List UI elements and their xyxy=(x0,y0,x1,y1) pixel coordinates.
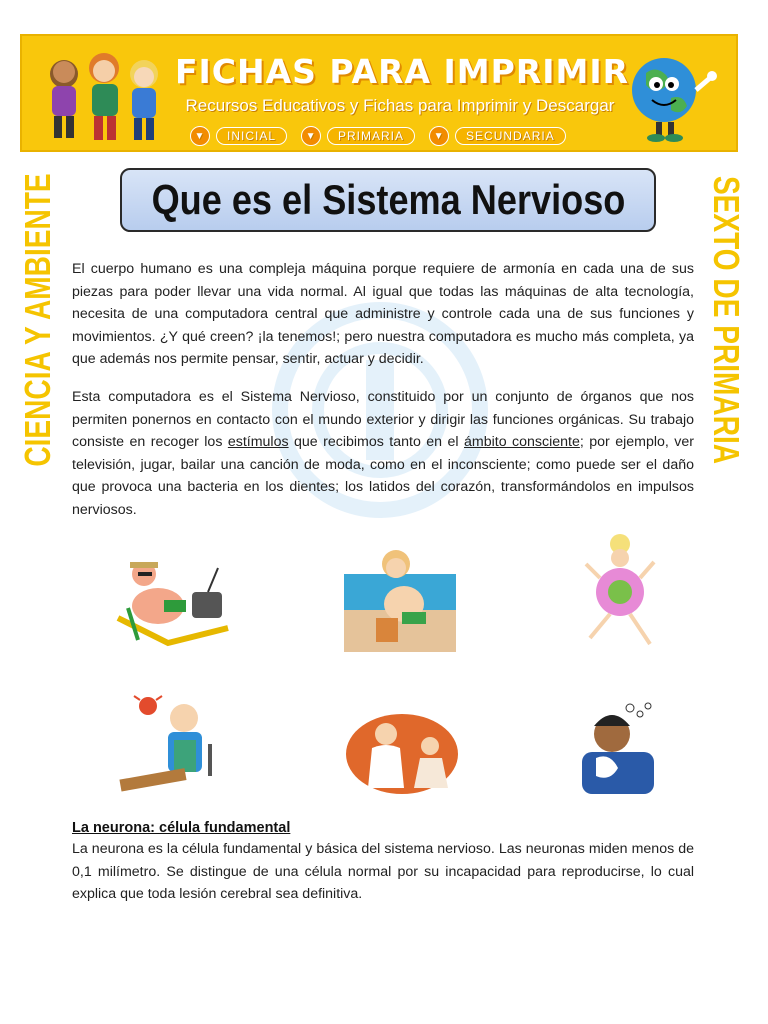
link-estimulos: estímulos xyxy=(227,434,289,450)
doctor-patient-illustration xyxy=(346,712,458,794)
sunbather-tv-illustration xyxy=(108,548,234,648)
nav-primaria[interactable] xyxy=(301,126,415,146)
header-banner xyxy=(20,34,738,152)
side-grade-label xyxy=(696,160,756,480)
arrow-down-icon: ▼ xyxy=(429,126,449,146)
subject-text: CIENCIA Y AMBIENTE xyxy=(17,173,58,467)
page-title: Que es el Sistema Nervioso xyxy=(151,176,625,223)
nav-secundaria[interactable] xyxy=(429,126,566,146)
paragraph-intro: El cuerpo humano es una compleja máquina porque requiere de armonía en cada una de sus piezas para poder llevar una vida normal. Al igual que todas las máquinas de alta tecnología, necesita de una computadora central que administre y controle cada una de sus funciones y movimientos. ¿Y qué creen? ¡la tenemos!; pero nuestra computadora es mucho más completa, ya que además nos permite pensar, sentir, actuar y decidir. xyxy=(72,261,694,367)
nav-secundaria-label: SECUNDARIA xyxy=(455,127,566,145)
sick-person-illustration xyxy=(578,700,660,794)
paragraph-neurona: La neurona es la célula fundamental y básica del sistema nervioso. Las neuronas miden menos de 0,1 milímetro. Se distingue de una célula normal por su incapacidad para reproducirse, lo cual explica que toda lesión cerebral sea definitiva. xyxy=(72,841,694,902)
side-subject-label xyxy=(8,160,68,480)
arrow-down-icon: ▼ xyxy=(190,126,210,146)
paragraph-system-part3: ; por ejemplo, ver televisión, jugar, bailar una canción de moda, como en el inconsciente; como puede ser el daño que provoca una bacteria en los dientes; los latidos del corazón, transformándolos en impulsos nerviosos. xyxy=(72,434,694,518)
grade-text: SEXTO DE PRIMARIA xyxy=(706,175,747,465)
page-title-box xyxy=(120,168,656,232)
paragraph-system-part2: que recibimos tanto en el xyxy=(288,434,465,450)
banner-nav xyxy=(190,126,630,146)
site-subtitle: Recursos Educativos y Fichas para Imprimir y Descargar xyxy=(185,96,615,115)
link-ambito-consciente: ámbito consciente xyxy=(464,434,580,450)
paragraph-system-part1: Esta computadora es el Sistema Nervioso, constituido por un conjunto de órganos que nos permiten ponernos en contacto con el mundo exterior y dirigir las funciones orgánicas. Su trabajo consiste en recoger los xyxy=(72,389,694,450)
site-title: FICHAS PARA IMPRIMIR xyxy=(174,52,630,91)
paragraph-system xyxy=(72,386,694,521)
kids-illustration xyxy=(36,46,176,146)
nav-primaria-label: PRIMARIA xyxy=(327,127,415,145)
dancing-girl-illustration xyxy=(580,528,660,654)
nav-inicial-label: INICIAL xyxy=(216,127,287,145)
child-sandcastle-illustration xyxy=(344,544,456,652)
arrow-down-icon: ▼ xyxy=(301,126,321,146)
carpenter-idea-illustration xyxy=(112,688,228,798)
section-heading: La neurona: célula fundamental xyxy=(72,820,291,836)
globe-mascot-icon xyxy=(616,48,726,148)
nav-inicial[interactable] xyxy=(190,126,287,146)
